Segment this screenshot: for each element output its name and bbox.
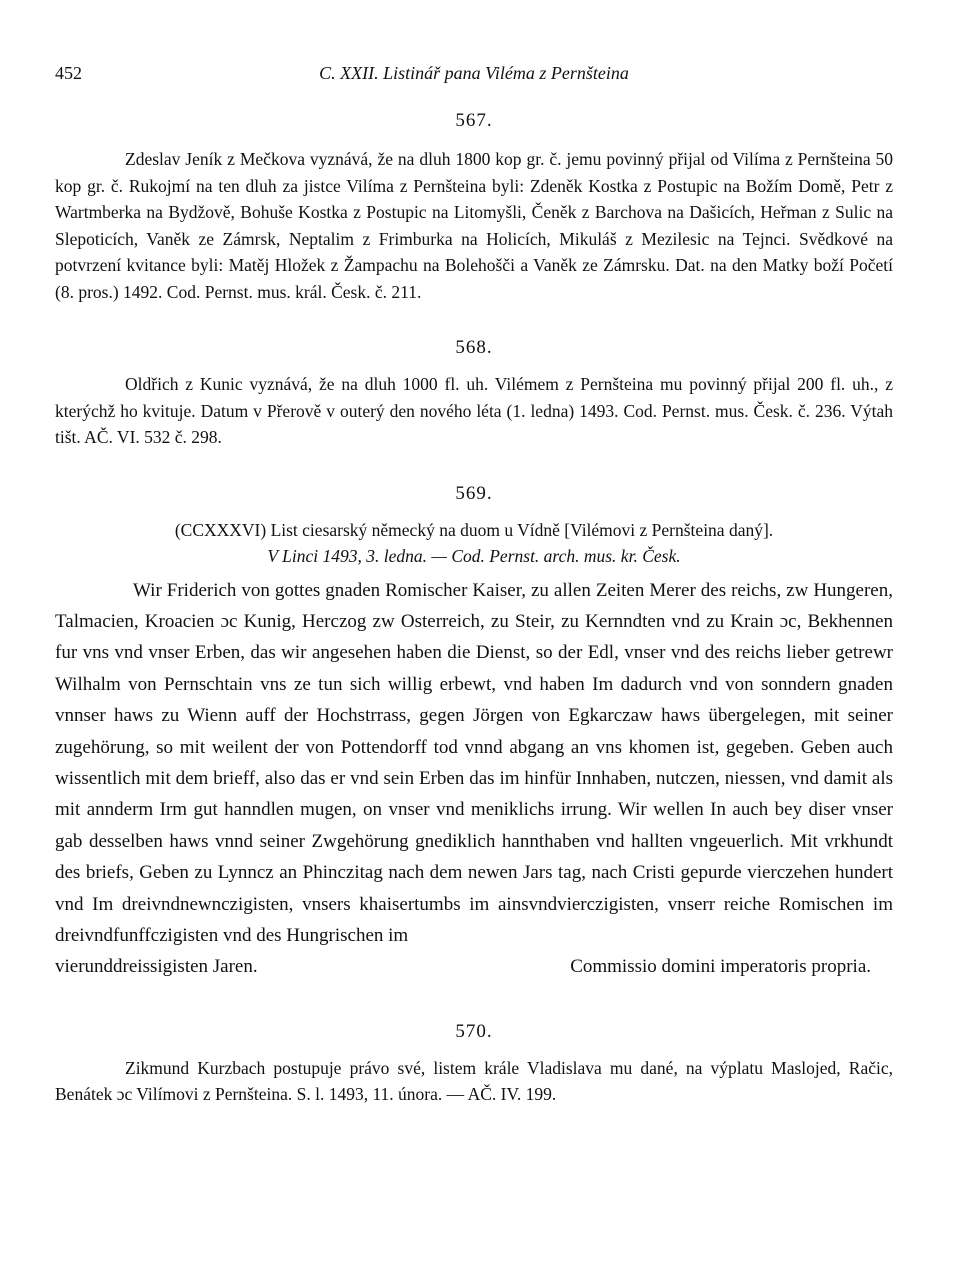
entry-number-567: 567.	[455, 110, 493, 131]
entry-text-570: Zikmund Kurzbach postupuje právo své, listem krále Vladislava mu dané, na výplatu Maslojed, Račic, Benátek ɔc Vilímovi z Pernšteina. S. l. 1493, 11. února. — AČ. IV. 199.	[55, 1057, 893, 1105]
entry-text-569: Wir Friderich von gottes gnaden Romischer Kaiser, zu allen Zeiten Merer des reichs, zw Hungeren, Talmacien, Kroacien ɔc Kunig, Herczog zw Osterreich, zu Steir, zu Kernndten vnd zu Krain ɔc, Bekhennen fur vns vnd vnser Erben, das wir angesehen haben die Dienst, so der Edl, vnser vnd des reichs lieber getrewr Wilhalm von Pernschtain vns ze tun sich willig erbewt, vnd haben Im dadurch vnd von sonndern gnaden vnnser haws zu Wienn auff der Hochstrrass, gegen Jörgen von Egkarczaw haws übergelegen, mit seiner zugehörung, so mit weilent der von Pottendorff tod vnnd abgang an vns khomen ist, gegeben. Geben auch wissentlich mit dem brieff, also das er vnd sein Erben das im hinfür Innhaben, nutczen, niessen, vnd damit als mit annderm Irm gut hanndlen mugen, on vnser vnd meniklichs irrung. Wir wellen In auch bey diser vnser gab desselben haws vnnd seiner Zwgehörung gnediklich hannthaben vnd hallten vngeuerlich. Mit vrkhundt des briefs, Geben zu Lynncz an Phinczitag nach dem newen Jars tag, nach Cristi gepurde vierczehen hundert vnd Im dreivndnewnczigisten, vnsers khaisertumbs im ainsvndvierczigisten, vnserr reiche Romischen im dreivndfunffczigisten vnd des Hungrischen im	[55, 579, 893, 946]
entry-number-568: 568.	[455, 337, 493, 358]
page-number: 452	[55, 63, 82, 83]
page-header	[55, 55, 893, 85]
entry-number-569: 569.	[455, 482, 493, 504]
running-title: C. XXII. Listinář pana Viléma z Pernšteina	[319, 63, 629, 83]
document-page	[55, 55, 893, 1108]
closing-left-text: vierunddreissigisten Jaren.	[55, 956, 258, 978]
entry-number-570: 570.	[455, 1020, 493, 1042]
entry-text-567: Zdeslav Jeník z Mečkova vyznává, že na dluh 1800 kop gr. č. jemu povinný přijal od Vilíma z Pernšteina 50 kop gr. č. Rukojmí na ten dluh za jistce Vilíma z Pernšteina byli: Zdeněk Kostka z Postupic na Božím Domě, Petr z Wartmberka na Bydžově, Bohuše Kostka z Postupic na Litomyšli, Čeněk z Barchova na Dašicích, Heřman z Sulic na Slepoticích, Vaněk ze Zámrsk, Neptalim z Frimburka na Holicích, Mikuláš z Mezilesic na Tejnci. Svědkové na potvrzení kvitance byli: Matěj Hložek z Žampachu na Bolehošči a Vaněk ze Zámrsku. Dat. na den Matky boží Početí (8. pros.) 1492. Cod. Pernst. mus. král. Česk. č. 211.	[55, 149, 893, 302]
entry-text-568: Oldřich z Kunic vyznává, že na dluh 1000 fl. uh. Vilémem z Pernšteina mu povinný přijal 200 fl. uh., z kterýchž ho kvituje. Datum v Přerově v outerý den nového léta (1. ledna) 1493. Cod. Pernst. mus. Česk. č. 236. Výtah tišt. AČ. VI. 532 č. 298.	[55, 374, 893, 447]
entry-title-569: (CCXXXVI) List ciesarský německý na duom u Vídně [Vilémovi z Pernšteina daný].	[174, 519, 774, 540]
entry-closing-569	[55, 951, 893, 982]
entry-dateline-569: V Linci 1493, 3. ledna. — Cod. Pernst. arch. mus. kr. Česk.	[267, 545, 681, 566]
closing-right-text: Commissio domini imperatoris propria.	[570, 956, 871, 978]
